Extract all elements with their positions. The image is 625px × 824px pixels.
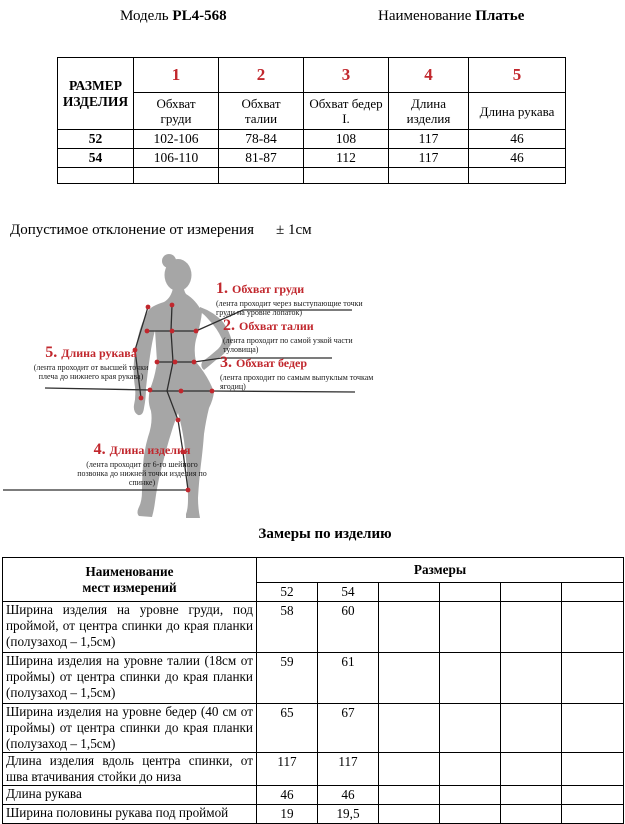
cell xyxy=(501,602,562,653)
size-table-number-row xyxy=(58,58,566,93)
annotation-title: Обхват талии xyxy=(239,319,314,333)
cell xyxy=(379,753,440,786)
cell: 67 xyxy=(318,704,379,753)
cell: 117 xyxy=(257,753,318,786)
measure-label: Ширина изделия на уровне бедер (40 см от проймы) от центра спинки до края планки (полузаход – 1,5см) xyxy=(3,704,257,753)
annotation-bust xyxy=(216,280,376,317)
col-header-line1: Длина рукава xyxy=(479,103,555,119)
cell: 46 xyxy=(257,786,318,805)
cell: 59 xyxy=(257,653,318,704)
tolerance-text: Допустимое отклонение от измерения xyxy=(10,222,254,238)
sleeve-leader-line xyxy=(45,388,150,390)
product-table-header-row xyxy=(3,558,624,583)
measure-label: Длина изделия вдоль центра спинки, от шва втачивания стойки до низа xyxy=(3,753,257,786)
size-table-row-header xyxy=(58,58,134,130)
col-header-line1: Обхват xyxy=(241,96,281,111)
cell: 46 xyxy=(318,786,379,805)
size-col: 54 xyxy=(318,583,379,602)
cell xyxy=(440,786,501,805)
annotation-number: 1. xyxy=(216,280,228,297)
size-row-52 xyxy=(58,130,566,149)
cell xyxy=(501,786,562,805)
cell: 108 xyxy=(304,130,389,149)
model-label: Модель xyxy=(120,8,169,24)
measure-label: Ширина изделия на уровне груди, под проймой, от центра спинки до края планки (полузаход – 1,5см) xyxy=(3,602,257,653)
cell xyxy=(440,704,501,753)
cell xyxy=(501,753,562,786)
col-number: 5 xyxy=(469,58,566,93)
annotation-number: 4. xyxy=(93,441,106,458)
cell xyxy=(379,805,440,824)
cell xyxy=(501,704,562,753)
cell: 117 xyxy=(389,149,469,168)
empty-cell xyxy=(389,168,469,184)
size-col: 52 xyxy=(257,583,318,602)
cell xyxy=(379,786,440,805)
size-value: 54 xyxy=(58,149,134,168)
col-header-line1: Обхват xyxy=(156,96,196,111)
col-header xyxy=(469,93,566,130)
annotation-description: (лента проходит от высшей точки плеча до нижнего края рукава) xyxy=(33,363,149,381)
col-header-line2: I. xyxy=(342,111,350,126)
cell: 65 xyxy=(257,704,318,753)
cell xyxy=(501,653,562,704)
measure-label: Длина рукава xyxy=(3,786,257,805)
annotation-title: Длина рукава xyxy=(61,346,137,360)
size-col xyxy=(562,583,624,602)
cell xyxy=(440,602,501,653)
annotation-title: Обхват груди xyxy=(232,282,305,296)
col-header-line2: талии xyxy=(244,111,278,126)
annotation-title: Длина изделия xyxy=(109,443,191,457)
size-table-subheader-row xyxy=(58,93,566,130)
cell xyxy=(562,805,624,824)
tolerance-note xyxy=(10,222,312,239)
cell: 117 xyxy=(318,753,379,786)
annotation-number: 2. xyxy=(223,317,235,334)
col-header-line1: Обхват бедер xyxy=(309,96,383,111)
col-number: 2 xyxy=(219,58,304,93)
product-measurements-title: Замеры по изделию xyxy=(258,526,392,542)
table-row xyxy=(3,653,624,704)
table-row xyxy=(3,786,624,805)
empty-cell xyxy=(304,168,389,184)
size-row-empty xyxy=(58,168,566,184)
col-header xyxy=(304,93,389,130)
annotation-description: (лента проходит от 6-го шейного позвонка до нижней точки изделия по спинке) xyxy=(77,460,207,487)
annotation-garment-length xyxy=(72,441,212,487)
empty-cell xyxy=(219,168,304,184)
cell: 58 xyxy=(257,602,318,653)
cell xyxy=(440,653,501,704)
measure-label: Ширина половины рукава под проймой xyxy=(3,805,257,824)
col-header-line1: Длина xyxy=(410,96,447,111)
col-number: 3 xyxy=(304,58,389,93)
size-row-54 xyxy=(58,149,566,168)
annotation-number: 3. xyxy=(220,354,232,371)
model-field xyxy=(120,8,227,25)
places-header-line1: Наименование xyxy=(85,563,174,579)
cell: 112 xyxy=(304,149,389,168)
cell xyxy=(562,704,624,753)
cell: 60 xyxy=(318,602,379,653)
col-header xyxy=(389,93,469,130)
table-row xyxy=(3,805,624,824)
annotation-hips xyxy=(220,354,380,391)
cell: 46 xyxy=(469,149,566,168)
product-table xyxy=(2,557,624,824)
size-value: 52 xyxy=(58,130,134,149)
col-number: 4 xyxy=(389,58,469,93)
empty-cell xyxy=(469,168,566,184)
cell: 78-84 xyxy=(219,130,304,149)
model-value: PL4-568 xyxy=(172,8,227,24)
table-row xyxy=(3,704,624,753)
cell xyxy=(379,704,440,753)
table-row xyxy=(3,753,624,786)
cell xyxy=(562,653,624,704)
cell xyxy=(562,753,624,786)
size-col xyxy=(440,583,501,602)
col-number: 1 xyxy=(134,58,219,93)
cell xyxy=(440,753,501,786)
annotation-waist xyxy=(223,317,383,354)
row-header-line2: ИЗДЕЛИЯ xyxy=(62,93,129,109)
col-header xyxy=(219,93,304,130)
annotation-description: (лента проходит через выступающие точки груди на уровне лопаток) xyxy=(216,299,363,317)
annotation-description: (лента проходит по самой узкой части туловища) xyxy=(223,336,353,354)
name-value: Платье xyxy=(475,8,525,24)
col-header-line2: изделия xyxy=(406,111,451,126)
cell xyxy=(562,602,624,653)
places-header xyxy=(3,558,257,602)
size-table xyxy=(57,57,566,184)
annotation-title: Обхват бедер xyxy=(236,356,308,370)
size-col xyxy=(379,583,440,602)
measure-label: Ширина изделия на уровне талии (18см от проймы) от центра спинки до края планки (полузаход – 1,5см) xyxy=(3,653,257,704)
cell xyxy=(562,786,624,805)
annotation-number: 5. xyxy=(45,344,58,361)
annotation-sleeve-length xyxy=(25,344,157,381)
row-header-line1: РАЗМЕР xyxy=(68,77,123,93)
cell: 106-110 xyxy=(134,149,219,168)
cell xyxy=(379,602,440,653)
annotation-description: (лента проходит по самым выпуклым точкам ягодиц) xyxy=(220,373,374,391)
col-header-line2: груди xyxy=(160,111,192,126)
cell xyxy=(501,805,562,824)
cell: 46 xyxy=(469,130,566,149)
cell: 61 xyxy=(318,653,379,704)
cell: 102-106 xyxy=(134,130,219,149)
empty-cell xyxy=(58,168,134,184)
table-row xyxy=(3,602,624,653)
cell xyxy=(379,653,440,704)
cell xyxy=(440,805,501,824)
cell: 117 xyxy=(389,130,469,149)
name-field xyxy=(378,8,524,25)
cell: 81-87 xyxy=(219,149,304,168)
places-header-line2: мест измерений xyxy=(82,579,177,595)
tolerance-value: ± 1см xyxy=(275,222,312,238)
empty-cell xyxy=(134,168,219,184)
name-label: Наименование xyxy=(378,8,472,24)
sizes-header: Размеры xyxy=(257,558,624,583)
col-header xyxy=(134,93,219,130)
cell: 19,5 xyxy=(318,805,379,824)
size-col xyxy=(501,583,562,602)
cell: 19 xyxy=(257,805,318,824)
